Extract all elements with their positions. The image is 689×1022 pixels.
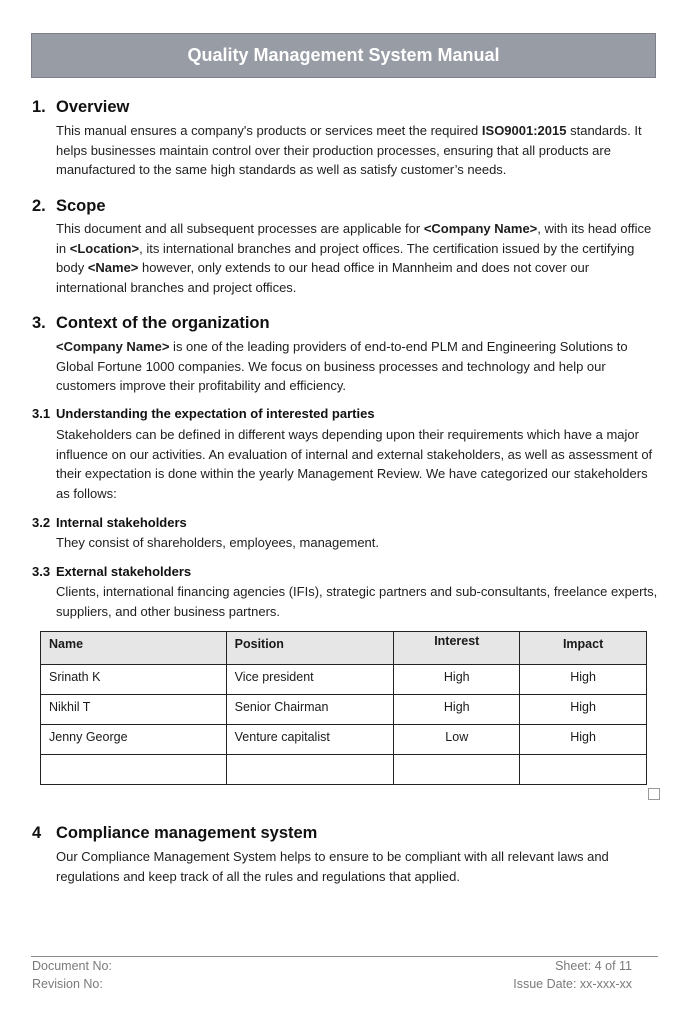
text: This manual ensures a company's products or services meet the required — [56, 123, 482, 138]
heading-text: Scope — [56, 197, 106, 215]
heading-number: 3.3 — [32, 564, 51, 579]
cell-position[interactable]: Senior Chairman — [226, 695, 394, 725]
heading-text: External stakeholders — [56, 564, 192, 579]
text: however, only extends to our head office in Mannheim and does not cover our international branches and project offices. — [56, 260, 590, 295]
table-row — [41, 665, 647, 695]
text: standards. It helps businesses maintain control over their production processes, ensuring that all products are manufactured to the same high standards as well as satisfy customer’s needs. — [56, 123, 642, 177]
overview-paragraph — [56, 121, 660, 180]
cell-impact[interactable]: High — [520, 725, 647, 755]
table-header-row — [41, 632, 647, 665]
heading-text: Internal stakeholders — [56, 515, 187, 530]
column-header-impact: Impact — [520, 632, 647, 665]
text: This document and all subsequent processes are applicable for — [56, 221, 424, 236]
cell-interest[interactable]: High — [394, 665, 520, 695]
footer-revision-no: Revision No: — [32, 977, 103, 991]
column-header-name: Name — [41, 632, 227, 665]
heading-context — [32, 314, 270, 333]
footer-document-no: Document No: — [32, 959, 112, 973]
heading-text: Overview — [56, 98, 130, 116]
text: They consist of shareholders, employees, management. — [56, 535, 380, 550]
heading-number: 2. — [32, 197, 46, 215]
location-placeholder: <Location> — [69, 240, 140, 256]
text: Stakeholders can be defined in different ways depending upon their requirements which have a major influence on our activities. An evaluation of internal and external stakeholders, as well as assessment of their expectation is done within the yearly Management Review. We have categorized our stakeholders as follows: — [56, 427, 653, 501]
cell-name[interactable] — [41, 755, 227, 785]
document-title: Quality Management System Manual — [187, 45, 500, 65]
heading-external-stakeholders — [32, 564, 191, 579]
footer-divider — [31, 956, 658, 957]
table-resize-handle[interactable] — [648, 788, 660, 800]
text: , its international branches and project offices. The certification issued by the certifying body — [56, 240, 635, 275]
heading-number: 1. — [32, 98, 46, 116]
column-header-interest: Interest — [394, 632, 520, 665]
iso-standard: ISO9001:2015 — [481, 123, 567, 138]
heading-text: Understanding the expectation of interested parties — [56, 406, 375, 421]
table-row — [41, 755, 647, 785]
text: , with its head office in — [56, 221, 652, 256]
cell-position[interactable] — [226, 755, 394, 785]
cell-impact[interactable]: High — [520, 695, 647, 725]
footer-issue-date: Issue Date: xx-xxx-xx — [513, 977, 632, 991]
cell-name[interactable]: Jenny George — [41, 725, 227, 755]
heading-scope — [32, 197, 106, 216]
text: Our Compliance Management System helps to ensure to be compliant with all relevant laws and regulations and keep track of all the rules and regulations that applied. — [56, 849, 609, 884]
cell-position[interactable]: Vice president — [226, 665, 394, 695]
expectation-paragraph — [56, 425, 660, 503]
heading-expectation — [32, 406, 375, 421]
document-title-banner — [31, 33, 656, 78]
heading-text: Context of the organization — [56, 314, 270, 332]
heading-text: Compliance management system — [56, 824, 318, 842]
cell-name[interactable]: Srinath K — [41, 665, 227, 695]
name-placeholder: <Name> — [87, 260, 139, 275]
cell-impact[interactable]: High — [520, 665, 647, 695]
company-name-placeholder: <Company Name> — [56, 339, 170, 354]
text: Clients, international financing agencies (IFIs), strategic partners and sub-consultants, freelance experts, suppliers, and other business partners. — [56, 584, 658, 619]
heading-internal-stakeholders — [32, 515, 187, 530]
cell-name[interactable]: Nikhil T — [41, 695, 227, 725]
table-row — [41, 725, 647, 755]
external-stakeholders-paragraph — [56, 582, 660, 621]
internal-stakeholders-paragraph — [56, 533, 660, 553]
footer-sheet: Sheet: 4 of 11 — [555, 959, 632, 973]
cell-interest[interactable]: Low — [394, 725, 520, 755]
compliance-paragraph — [56, 847, 660, 886]
cell-interest[interactable]: High — [394, 695, 520, 725]
context-paragraph — [56, 337, 660, 396]
scope-paragraph — [56, 219, 660, 297]
heading-number: 3. — [32, 314, 46, 332]
column-header-position: Position — [226, 632, 394, 665]
heading-number: 3.2 — [32, 515, 51, 530]
heading-overview — [32, 98, 129, 117]
text: is one of the leading providers of end-to-end PLM and Engineering Solutions to Global Fortune 1000 companies. We focus on business processes and technology and help our customers improve their profitability and efficiency. — [56, 339, 628, 393]
cell-impact[interactable] — [520, 755, 647, 785]
cell-position[interactable]: Venture capitalist — [226, 725, 394, 755]
heading-compliance — [32, 824, 317, 843]
cell-interest[interactable] — [394, 755, 520, 785]
company-name-placeholder: <Company Name> — [423, 221, 538, 236]
table-row — [41, 695, 647, 725]
heading-number: 4 — [32, 824, 42, 842]
stakeholder-table — [40, 631, 647, 785]
heading-number: 3.1 — [32, 406, 51, 421]
